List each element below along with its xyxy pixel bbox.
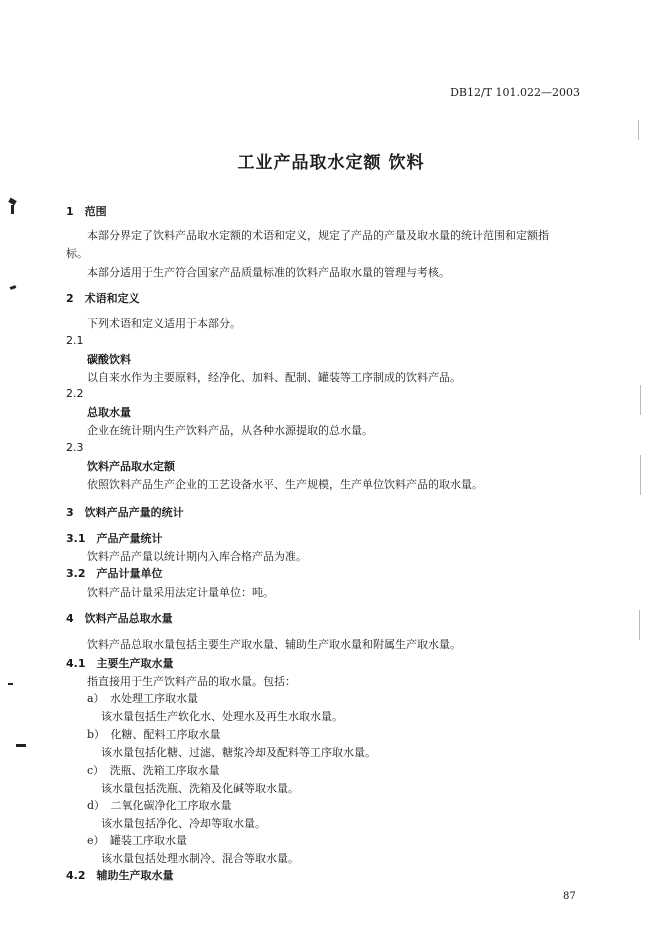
section-2-intro: 下列术语和定义适用于本部分。 xyxy=(87,317,241,330)
scan-mark xyxy=(638,120,639,140)
term-2-3-number: 2.3 xyxy=(66,441,84,454)
term-2-1-name: 碳酸饮料 xyxy=(87,353,131,366)
page-number: 87 xyxy=(563,891,576,902)
term-2-1-definition: 以自来水作为主要原料，经净化、加料、配制、罐装等工序制成的饮料产品。 xyxy=(87,371,461,384)
list-item-c-label: c） 洗瓶、洗箱工序取水量 xyxy=(87,764,220,777)
section-1-paragraph-2: 本部分适用于生产符合国家产品质量标准的饮料产品取水量的管理与考核。 xyxy=(87,266,450,279)
list-item-c-desc: 该水量包括洗瓶、洗箱及化碱等取水量。 xyxy=(101,782,299,795)
section-1-paragraph-1-cont: 标。 xyxy=(66,247,88,260)
list-item-b-label: b） 化糖、配料工序取水量 xyxy=(87,728,221,741)
list-item-e-label: e） 罐装工序取水量 xyxy=(87,834,188,847)
term-2-1-number: 2.1 xyxy=(66,334,84,347)
section-3-2-heading: 3.2 产品计量单位 xyxy=(66,567,163,580)
term-2-2-definition: 企业在统计期内生产饮料产品，从各种水源提取的总水量。 xyxy=(87,424,373,437)
section-1-heading: 1 范围 xyxy=(66,205,107,218)
scan-mark xyxy=(640,385,641,415)
section-3-1-heading: 3.1 产品产量统计 xyxy=(66,532,163,545)
list-item-e-desc: 该水量包括处理水制冷、混合等取水量。 xyxy=(101,852,299,865)
section-3-heading: 3 饮料产品产量的统计 xyxy=(66,506,184,519)
term-2-2-number: 2.2 xyxy=(66,387,84,400)
document-title: 工业产品取水定额 饮料 xyxy=(237,153,425,173)
scan-mark xyxy=(8,683,13,685)
list-item-d-desc: 该水量包括净化、冷却等取水量。 xyxy=(101,817,266,830)
scan-mark xyxy=(10,285,17,290)
section-1-paragraph-1: 本部分界定了饮料产品取水定额的术语和定义，规定了产品的产量及取水量的统计范围和定额指 xyxy=(87,229,549,242)
section-4-1-intro: 指直接用于生产饮料产品的取水量。包括： xyxy=(87,675,296,688)
section-3-2-text: 饮料产品计量采用法定计量单位：吨。 xyxy=(87,586,274,599)
section-4-intro: 饮料产品总取水量包括主要生产取水量、辅助生产取水量和附属生产取水量。 xyxy=(87,638,461,651)
section-2-heading: 2 术语和定义 xyxy=(66,292,140,305)
list-item-a-label: a） 水处理工序取水量 xyxy=(87,692,199,705)
section-3-1-text: 饮料产品产量以统计期内入库合格产品为准。 xyxy=(87,550,307,563)
section-4-1-heading: 4.1 主要生产取水量 xyxy=(66,657,174,670)
list-item-a-desc: 该水量包括生产软化水、处理水及再生水取水量。 xyxy=(101,710,343,723)
scan-mark xyxy=(640,455,641,495)
standard-number: DB12/T 101.022—2003 xyxy=(450,86,580,99)
term-2-3-definition: 依照饮料产品生产企业的工艺设备水平、生产规模，生产单位饮料产品的取水量。 xyxy=(87,478,483,491)
scan-mark xyxy=(11,205,14,214)
scan-mark xyxy=(16,744,26,747)
list-item-b-desc: 该水量包括化糖、过滤、糖浆冷却及配料等工序取水量。 xyxy=(101,746,376,759)
section-4-2-heading: 4.2 辅助生产取水量 xyxy=(66,869,174,882)
section-4-heading: 4 饮料产品总取水量 xyxy=(66,612,173,625)
term-2-3-name: 饮料产品取水定额 xyxy=(87,460,175,473)
term-2-2-name: 总取水量 xyxy=(87,406,131,419)
list-item-d-label: d） 二氧化碳净化工序取水量 xyxy=(87,799,232,812)
scan-mark xyxy=(639,610,640,640)
